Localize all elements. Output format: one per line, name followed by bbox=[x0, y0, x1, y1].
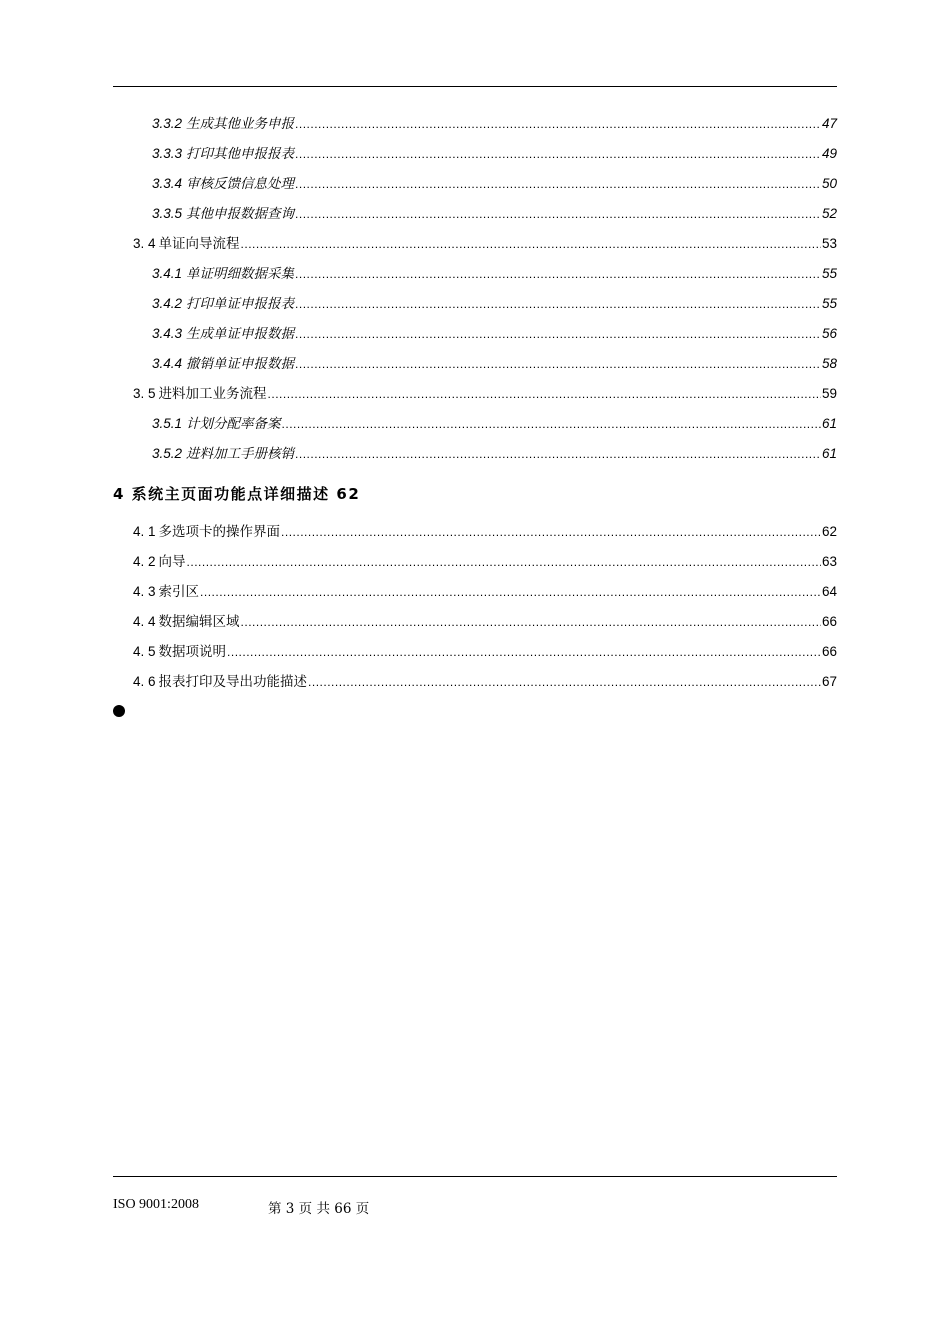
toc-entry-3-4-1[interactable] bbox=[0, 265, 837, 283]
toc-leader bbox=[200, 583, 821, 601]
toc-page: 59 bbox=[821, 386, 837, 401]
toc-leader bbox=[295, 175, 821, 193]
toc-entry-4-3[interactable] bbox=[0, 583, 837, 601]
toc-number: 3.5.1 bbox=[152, 416, 183, 431]
toc-heading-4[interactable]: 4 系统主页面功能点详细描述 62 bbox=[113, 485, 361, 503]
toc-title: 向导 bbox=[158, 554, 186, 570]
toc-title: 打印其他申报报表 bbox=[186, 146, 295, 162]
toc-leader bbox=[268, 385, 821, 403]
toc-entry-3-3-4[interactable] bbox=[0, 175, 837, 193]
toc-page: 62 bbox=[821, 524, 837, 539]
toc-title: 单证向导流程 bbox=[158, 236, 240, 252]
toc-entry-3-3-2[interactable] bbox=[0, 115, 837, 133]
toc-leader bbox=[295, 325, 821, 343]
toc-number: 3.4.2 bbox=[152, 296, 183, 311]
toc-leader bbox=[308, 673, 821, 691]
toc-number: 3. 5 bbox=[133, 386, 156, 401]
toc-page: 61 bbox=[821, 446, 837, 461]
toc-page: 61 bbox=[821, 416, 837, 431]
bullet-icon bbox=[113, 705, 125, 717]
toc-page: 64 bbox=[821, 584, 837, 599]
toc-number: 3.4.1 bbox=[152, 266, 183, 281]
toc-title: 数据编辑区域 bbox=[158, 614, 240, 630]
toc-entry-4-6[interactable] bbox=[0, 673, 837, 691]
toc-page: 53 bbox=[821, 236, 837, 251]
toc-leader bbox=[241, 613, 821, 631]
toc-number: 3. 4 bbox=[133, 236, 156, 251]
toc-title: 其他申报数据查询 bbox=[186, 206, 295, 222]
toc-title: 单证明细数据采集 bbox=[186, 266, 295, 282]
toc-page: 55 bbox=[821, 296, 837, 311]
toc-entry-3-5-2[interactable] bbox=[0, 445, 837, 463]
toc-entry-3-4-3[interactable] bbox=[0, 325, 837, 343]
toc-title: 索引区 bbox=[158, 584, 200, 600]
toc-number: 3.4.3 bbox=[152, 326, 183, 341]
toc-entry-4-5[interactable] bbox=[0, 643, 837, 661]
toc-page: 66 bbox=[821, 644, 837, 659]
toc-page: 47 bbox=[821, 116, 837, 131]
toc-number: 4. 3 bbox=[133, 584, 156, 599]
toc-leader bbox=[227, 643, 821, 661]
toc-page: 67 bbox=[821, 674, 837, 689]
toc-entry-3-3-3[interactable] bbox=[0, 145, 837, 163]
toc-number: 4. 1 bbox=[133, 524, 156, 539]
toc-page: 49 bbox=[821, 146, 837, 161]
toc-leader bbox=[187, 553, 821, 571]
toc-leader bbox=[295, 145, 821, 163]
toc-page: 55 bbox=[821, 266, 837, 281]
toc-number: 3.3.3 bbox=[152, 146, 183, 161]
toc-title: 多选项卡的操作界面 bbox=[158, 524, 281, 540]
toc-number: 4. 2 bbox=[133, 554, 156, 569]
toc-leader bbox=[295, 445, 821, 463]
toc-page: 63 bbox=[821, 554, 837, 569]
toc-leader bbox=[295, 265, 821, 283]
toc-number: 3.3.4 bbox=[152, 176, 183, 191]
toc-title: 撤销单证申报数据 bbox=[186, 356, 295, 372]
toc-entry-3-4[interactable] bbox=[0, 235, 837, 253]
toc-number: 4. 6 bbox=[133, 674, 156, 689]
toc-page: 66 bbox=[821, 614, 837, 629]
toc-title: 生成其他业务申报 bbox=[186, 116, 295, 132]
footer-standard: ISO 9001:2008 bbox=[113, 1197, 199, 1212]
toc-entry-4-4[interactable] bbox=[0, 613, 837, 631]
footer-page-info: 第 3 页 共 66 页 bbox=[268, 1201, 370, 1217]
toc-title: 计划分配率备案 bbox=[186, 416, 281, 432]
toc-entry-4-2[interactable] bbox=[0, 553, 837, 571]
toc-title: 打印单证申报报表 bbox=[186, 296, 295, 312]
toc-number: 3.3.2 bbox=[152, 116, 183, 131]
toc-page: 58 bbox=[821, 356, 837, 371]
toc-title: 审核反馈信息处理 bbox=[186, 176, 295, 192]
toc-title: 进料加工手册核销 bbox=[186, 446, 295, 462]
toc-title: 报表打印及导出功能描述 bbox=[158, 674, 308, 690]
toc-leader bbox=[281, 523, 821, 541]
toc-page: 50 bbox=[821, 176, 837, 191]
toc-entry-3-3-5[interactable] bbox=[0, 205, 837, 223]
toc-page: 52 bbox=[821, 206, 837, 221]
toc-number: 3.5.2 bbox=[152, 446, 183, 461]
toc-entry-4-1[interactable] bbox=[0, 523, 837, 541]
toc-title: 进料加工业务流程 bbox=[158, 386, 267, 402]
toc-number: 3.4.4 bbox=[152, 356, 183, 371]
toc-entry-3-5[interactable] bbox=[0, 385, 837, 403]
toc-entry-3-4-2[interactable] bbox=[0, 295, 837, 313]
toc-leader bbox=[295, 355, 821, 373]
toc-entry-3-5-1[interactable] bbox=[0, 415, 837, 433]
toc-title: 生成单证申报数据 bbox=[186, 326, 295, 342]
toc-entry-3-4-4[interactable] bbox=[0, 355, 837, 373]
toc-leader bbox=[282, 415, 821, 433]
toc-page: 56 bbox=[821, 326, 837, 341]
header-rule bbox=[113, 86, 837, 87]
toc-leader bbox=[241, 235, 821, 253]
toc-number: 4. 4 bbox=[133, 614, 156, 629]
toc-number: 4. 5 bbox=[133, 644, 156, 659]
toc-leader bbox=[295, 115, 821, 133]
footer-rule bbox=[113, 1176, 837, 1177]
toc-number: 3.3.5 bbox=[152, 206, 183, 221]
toc-leader bbox=[295, 205, 821, 223]
toc-title: 数据项说明 bbox=[158, 644, 227, 660]
toc-leader bbox=[295, 295, 821, 313]
